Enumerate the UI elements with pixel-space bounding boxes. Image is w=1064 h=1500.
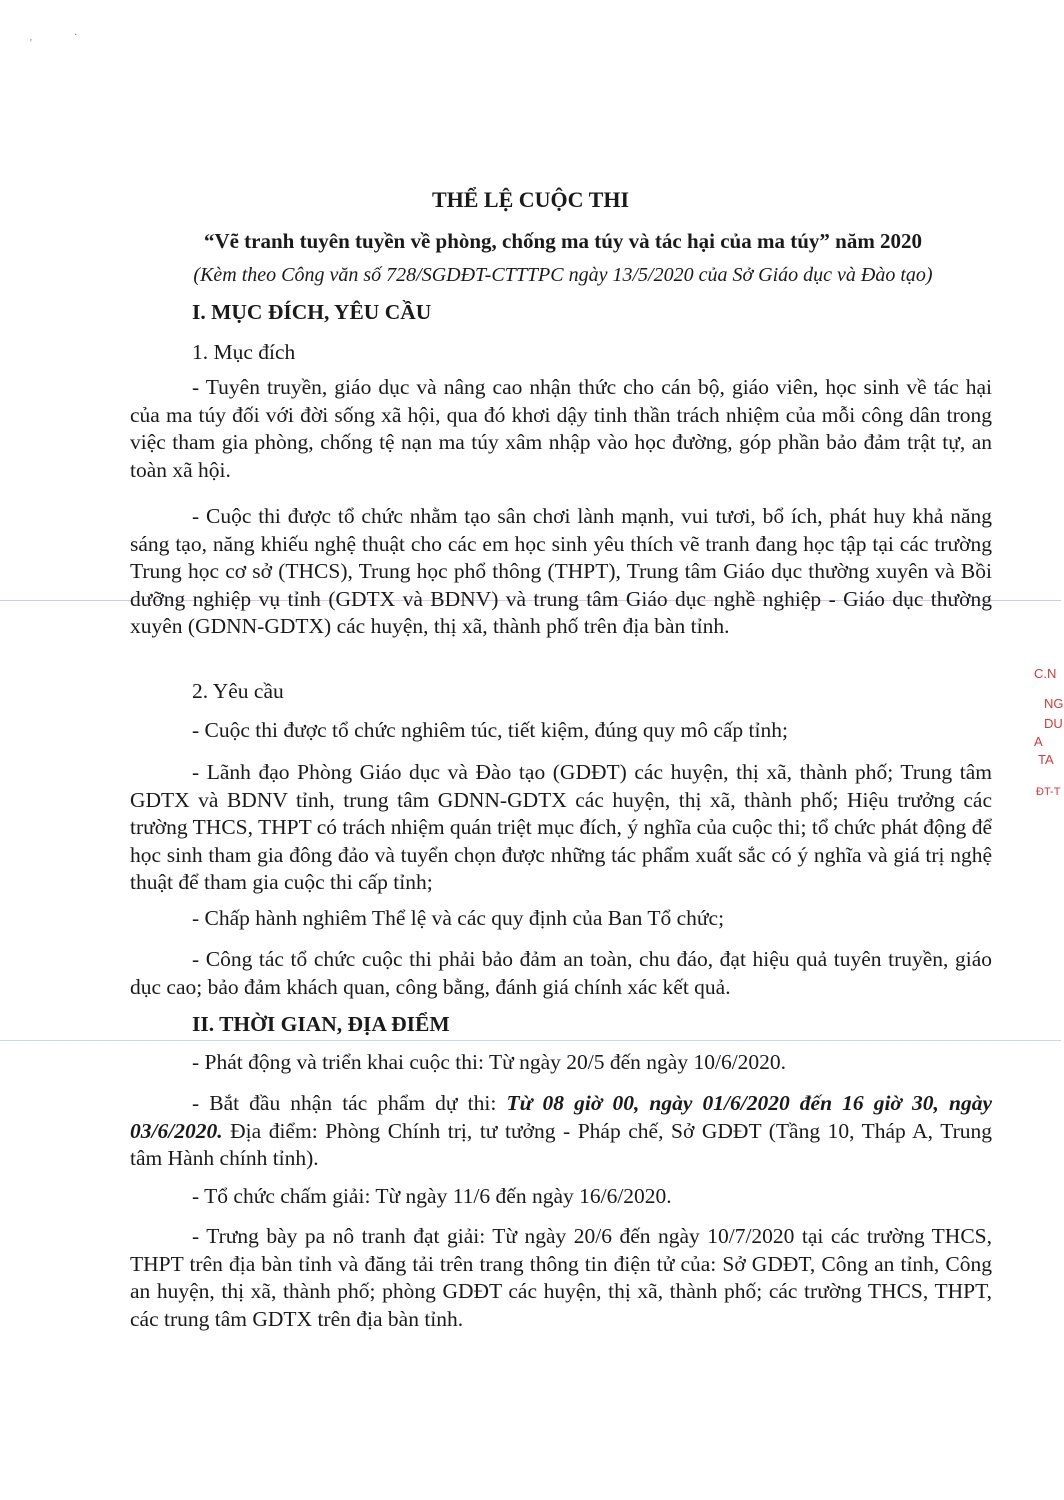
section-1-sub-1: 1. Mục đích [192,340,296,364]
red-stamp-fragment [1026,640,1064,800]
section-1-paragraph: - Cuộc thi được tổ chức nghiêm túc, tiết kiệm, đúng quy mô cấp tỉnh; [192,718,788,742]
section-1-heading: I. MỤC ĐÍCH, YÊU CẦU [192,300,432,324]
stamp-text: A [1034,734,1043,749]
stamp-text: DU [1044,716,1063,731]
section-2-heading: II. THỜI GIAN, ĐỊA ĐIỂM [192,1012,450,1036]
section-2-paragraph [130,1090,992,1173]
section-2-paragraph: - Tổ chức chấm giải: Từ ngày 11/6 đến ngày 16/6/2020. [192,1184,672,1208]
attachment-note: (Kèm theo Công văn số 728/SGDĐT-CTTTPC ngày 13/5/2020 của Sở Giáo dục và Đào tạo) [193,264,933,286]
scan-margin-line [0,1040,1061,1041]
section-2-paragraph: - Trưng bày pa nô tranh đạt giải: Từ ngày 20/6 đến ngày 10/7/2020 tại các trường THCS, THPT trên địa bàn tỉnh và đăng tải trên trang thông tin điện tử của: Sở GDĐT, Công an tỉnh, Công an huyện, thị xã, thành phố; phòng GDĐT các huyện, thị xã, thành phố; các trường THCS, THPT, các trung tâm GDTX trên địa bàn tỉnh. [130,1224,992,1331]
section-1-paragraph: - Tuyên truyền, giáo dục và nâng cao nhận thức cho cán bộ, giáo viên, học sinh về tác hại của ma túy đối với đời sống xã hội, qua đó khơi dậy tinh thần trách nhiệm của mỗi công dân trong việc tham gia phòng, chống tệ nạn ma túy xâm nhập vào học đường, góp phần bảo đảm trật tự, an toàn xã hội. [130,375,992,482]
scan-speck: ' [30,38,32,49]
section-1-sub-2: 2. Yêu cầu [192,679,284,703]
section-1-paragraph: - Lãnh đạo Phòng Giáo dục và Đào tạo (GDĐT) các huyện, thị xã, thành phố; Trung tâm GDTX và BDNV tỉnh, trung tâm GDNN-GDTX các huyện, thị xã, thành phố; Hiệu trưởng các trường THCS, THPT có trách nhiệm quán triệt mục đích, ý nghĩa của cuộc thi; tổ chức phát động để học sinh tham gia đông đảo và tuyển chọn được những tác phẩm xuất sắc có ý nghĩa và giá trị nghệ thuật để tham gia cuộc thi cấp tỉnh; [130,760,992,895]
stamp-text: TA [1038,752,1054,767]
stamp-text: C.N [1034,666,1057,681]
section-1-paragraph: - Công tác tổ chức cuộc thi phải bảo đảm an toàn, chu đáo, đạt hiệu quả tuyên truyền, giáo dục cao; bảo đảm khách quan, công bằng, đánh giá chính xác kết quả. [130,947,992,999]
paragraph-text: - Bắt đầu nhận tác phẩm dự thi: [192,1091,507,1115]
emphasized-dates: Từ 08 giờ 00, ngày 01/6/2020 đến 16 giờ 30, ngày 03/6/2020. [130,1091,993,1143]
document-title: THỂ LỆ CUỘC THI [431,187,630,212]
section-1-paragraph: - Cuộc thi được tổ chức nhằm tạo sân chơi lành mạnh, vui tươi, bổ ích, phát huy khả năng sáng tạo, năng khiếu nghệ thuật cho các em học sinh yêu thích vẽ tranh đang học tập tại các trường Trung học cơ sở (THCS), Trung học phổ thông (THPT), Trung tâm Giáo dục thường xuyên và Bồi dưỡng nghiệp vụ tỉnh (GDTX và BDNV) và trung tâm Giáo dục nghề nghiệp - Giáo dục thường xuyên (GDNN-GDTX) các huyện, thị xã, thành phố trên địa bàn tỉnh. [130,504,992,639]
section-2-paragraph: - Phát động và triển khai cuộc thi: Từ ngày 20/5 đến ngày 10/6/2020. [192,1050,787,1074]
stamp-text: ĐT-T [1036,786,1061,798]
document-subtitle: “Vẽ tranh tuyên tuyền về phòng, chống ma túy và tác hại của ma túy” năm 2020 [203,229,923,253]
paragraph-text: Địa điểm: Phòng Chính trị, tư tưởng - Pháp chế, Sở GDĐT (Tầng 10, Tháp A, Trung tâm Hành chính tỉnh). [130,1118,992,1171]
section-1-paragraph: - Chấp hành nghiêm Thể lệ và các quy định của Ban Tổ chức; [192,906,725,930]
scan-speck: · [74,30,78,41]
stamp-text: NG [1044,696,1064,711]
